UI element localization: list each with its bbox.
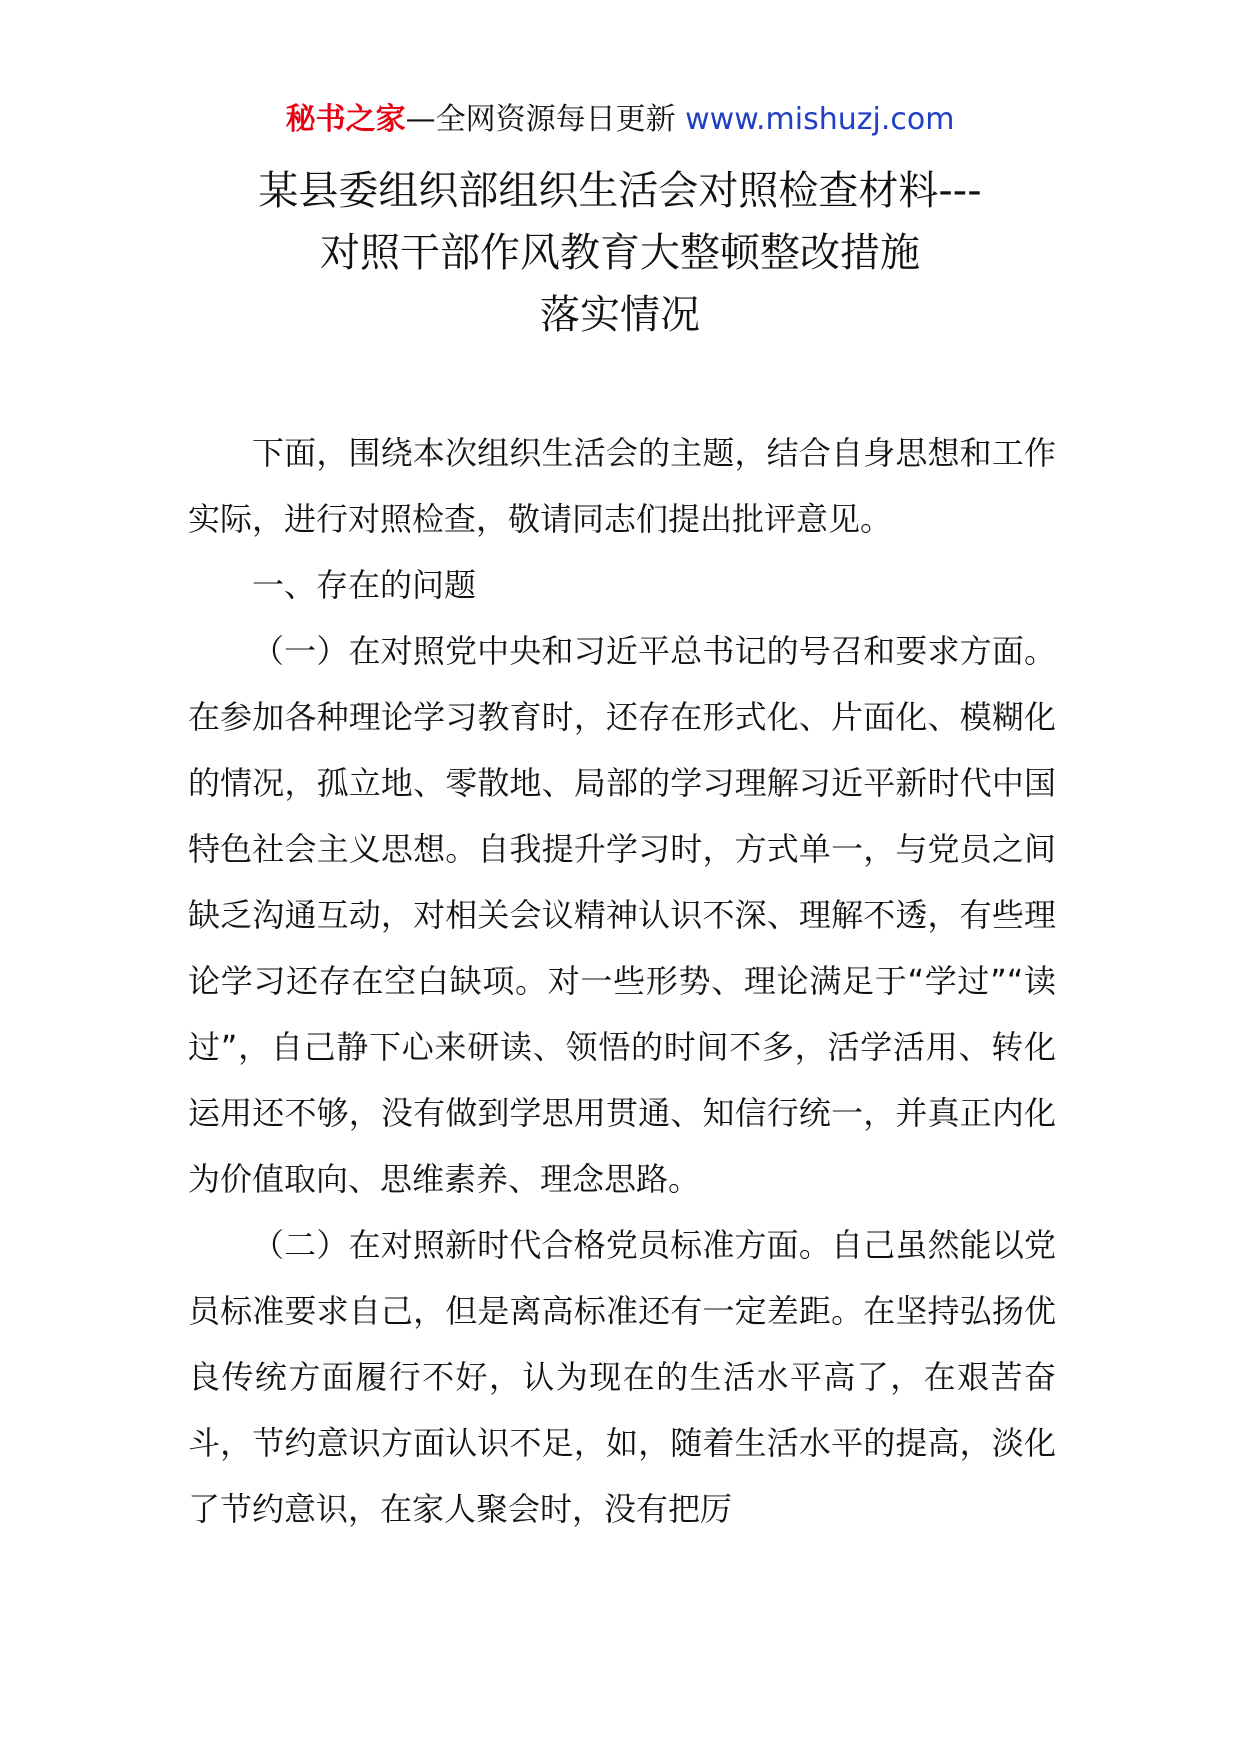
site-header	[0, 100, 1240, 140]
title-line-2: 对照干部作风教育大整顿整改措施	[320, 230, 920, 276]
title-line-3: 落实情况	[540, 292, 700, 338]
paragraph-item-1: （一）在对照党中央和习近平总书记的号召和要求方面。在参加各种理论学习教育时，还存在形式化、片面化、模糊化的情况，孤立地、零散地、局部的学习理解习近平新时代中国特色社会主义思想。自我提升学习时，方式单一，与党员之间缺乏沟通互动，对相关会议精神认识不深、理解不透，有些理论学习还存在空白缺项。对一些形势、理论满足于“学过”“读过”，自己静下心来研读、领悟的时间不多，活学活用、转化运用还不够，没有做到学思用贯通、知信行统一，并真正内化为价值取向、思维素养、理念思路。	[188, 632, 1056, 1198]
intro-paragraph: 下面，围绕本次组织生活会的主题，结合自身思想和工作实际，进行对照检查，敬请同志们提出批评意见。	[188, 434, 1056, 538]
document-body	[188, 420, 1056, 1542]
site-url-link[interactable]: www.mishuzj.com	[685, 102, 955, 137]
document-title	[0, 160, 1240, 346]
title-line-1: 某县委组织部组织生活会对照检查材料---	[258, 168, 982, 214]
section-heading-problems: 一、存在的问题	[252, 566, 477, 604]
header-tagline: —全网资源每日更新	[405, 102, 676, 137]
paragraph-item-2: （二）在对照新时代合格党员标准方面。自己虽然能以党员标准要求自己，但是离高标准还有一定差距。在坚持弘扬优良传统方面履行不好，认为现在的生活水平高了，在艰苦奋斗，节约意识方面认识不足，如，随着生活水平的提高，淡化了节约意识，在家人聚会时，没有把厉	[188, 1226, 1056, 1528]
brand-name: 秘书之家	[285, 102, 406, 137]
